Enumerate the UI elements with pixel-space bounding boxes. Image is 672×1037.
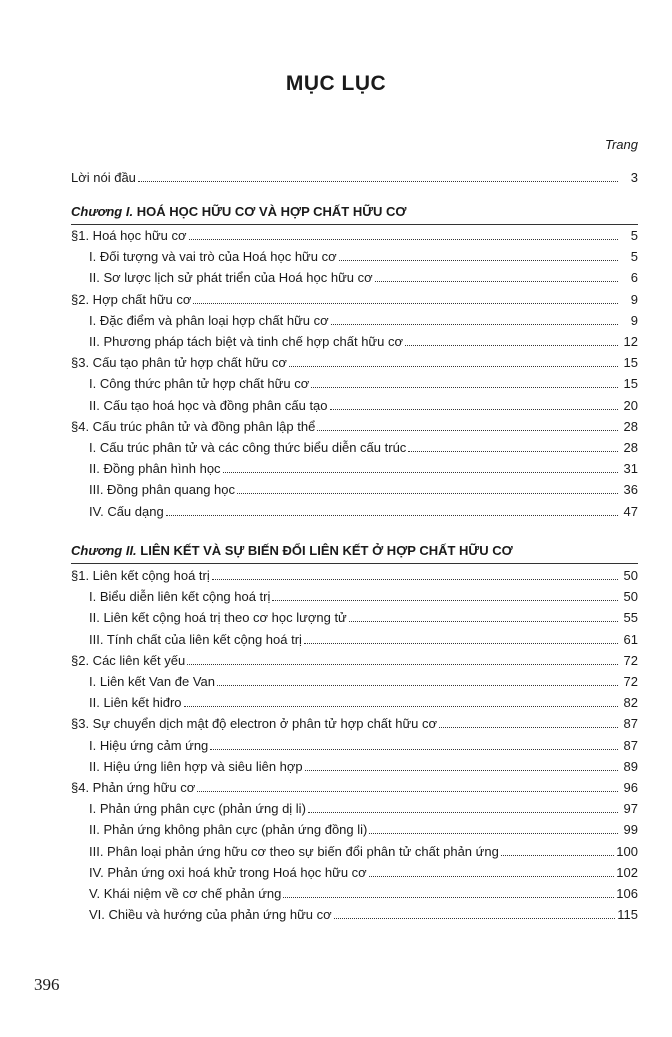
toc-entry-label: I. Biểu diễn liên kết cộng hoá trị [89,589,271,605]
toc-entry[interactable] [89,738,638,754]
leader-dots [166,514,618,516]
leader-dots [369,875,615,877]
toc-entry-page: 97 [623,801,638,817]
leader-dots [193,302,618,304]
leader-dots [305,769,618,771]
leader-dots [349,620,618,622]
toc-entry-label: III. Tính chất của liên kết cộng hoá trị [89,631,302,647]
toc-entry-label: IV. Phản ứng oxi hoá khử trong Hoá học hữu cơ [89,864,367,880]
toc-entry-label: III. Đồng phân quang học [89,482,236,498]
chapter-number: Chương II. [71,543,137,558]
toc-entry-label: II. Hiệu ứng liên hợp và siêu liên hợp [89,758,303,774]
toc-entry-page: 3 [630,170,638,185]
leader-dots [375,280,618,282]
toc-entry-page: 87 [623,737,638,753]
toc-entry-page: 106 [616,886,638,901]
toc-entry-page: 15 [623,376,638,392]
toc-entry-label: I. Phản ứng phân cực (phản ứng dị li) [89,801,306,817]
toc-entry-label: §1. Liên kết cộng hoá trị [71,568,210,583]
toc-entry-label: §2. Các liên kết yếu [71,652,186,668]
toc-entry-page: 50 [623,568,638,583]
toc-entry-label: §3. Cấu tạo phân tử hợp chất hữu cơ [71,355,287,371]
toc-entry-label: II. Phương pháp tách biệt và tinh chế hợp chất hữu cơ [89,334,403,349]
toc-entry[interactable] [89,270,638,286]
toc-entry-page: 89 [623,758,638,774]
toc-entry-label: II. Liên kết hiđro [89,695,182,711]
toc-entry[interactable] [71,355,638,371]
toc-entry-page: 50 [623,589,638,605]
toc-entry-page: 87 [623,716,638,732]
toc-entry-label: II. Liên kết cộng hoá trị theo cơ học lượng tử [89,610,347,626]
toc-entry-page: 72 [623,652,638,668]
leader-dots [439,726,618,728]
toc-entry[interactable] [89,334,638,350]
toc-entry-label: I. Hiệu ứng cảm ứng [89,737,209,753]
leader-dots [237,492,618,494]
leader-dots [330,408,618,410]
leader-dots [189,238,618,240]
toc-entry-page: 6 [630,270,638,286]
toc-entry[interactable] [71,419,638,435]
toc-entry-page: 5 [630,228,638,243]
toc-entry-label: §4. Cấu trúc phân tử và đồng phân lập thể [71,418,316,434]
leader-dots [369,832,618,834]
toc-entry-page: 28 [623,440,638,455]
leader-dots [311,386,618,388]
toc-entry[interactable] [71,292,638,308]
toc-entry[interactable] [89,440,638,456]
toc-entry[interactable] [71,780,638,796]
toc-entry-label: I. Cấu trúc phân tử và các công thức biểu diễn cấu trúc [89,440,407,455]
leader-dots [289,365,618,367]
toc-entry-page: 28 [623,418,638,434]
toc-entry[interactable] [89,504,638,520]
toc-entry[interactable] [89,822,638,838]
chapter-heading-1 [71,204,407,219]
toc-entry-label: IV. Cấu dạng [89,503,164,519]
toc-entry-page: 102 [616,864,638,880]
toc-entry-label: I. Công thức phân tử hợp chất hữu cơ [89,376,310,392]
toc-entry-page: 20 [623,397,638,413]
leader-dots [197,790,618,792]
toc-entry-label: II. Sơ lược lịch sử phát triển của Hoá học hữu cơ [89,270,373,286]
toc-entry-label: I. Đối tượng và vai trò của Hoá học hữu cơ [89,249,337,265]
toc-entry-page: 31 [623,461,638,477]
page-title: MỤC LỤC [285,72,387,95]
page-column-header: Trang [605,137,638,152]
toc-entry-page: 36 [623,482,638,498]
leader-dots [331,323,618,325]
leader-dots [339,259,618,261]
toc-entry[interactable] [89,461,638,477]
leader-dots [405,344,618,346]
toc-entry[interactable] [89,907,638,923]
toc-entry-page: 47 [623,503,638,519]
toc-entry-label: II. Đồng phân hình học [89,461,221,477]
toc-entry-label: §1. Hoá học hữu cơ [71,228,187,243]
leader-dots [304,642,618,644]
leader-dots [138,180,618,182]
toc-entry-label: III. Phân loại phản ứng hữu cơ theo sự biến đổi phân tử chất phản ứng [89,843,499,859]
toc-entry-label: §3. Sự chuyển dịch mật độ electron ở phân tử hợp chất hữu cơ [71,716,438,732]
toc-entry-label: II. Cấu tạo hoá học và đồng phân cấu tạo [89,397,328,413]
toc-entry[interactable] [89,632,638,648]
toc-entry-label: II. Phản ứng không phân cực (phản ứng đồng li) [89,822,368,838]
toc-entry-page: 55 [623,610,638,626]
toc-entry[interactable] [71,568,638,584]
toc-entry[interactable] [89,865,638,881]
toc-entry[interactable] [89,886,638,902]
leader-dots [217,684,618,686]
chapter-title: LIÊN KẾT VÀ SỰ BIẾN ĐỔI LIÊN KẾT Ở HỢP CHẤT HỮU CƠ [140,543,513,558]
leader-dots [501,854,614,856]
toc-entry[interactable] [89,759,638,775]
toc-entry-label: I. Liên kết Van đe Van [89,674,215,689]
toc-entry[interactable] [71,228,638,244]
toc-entry[interactable] [89,589,638,605]
toc-entry-label: §2. Hợp chất hữu cơ [71,291,192,307]
toc-entry-page: 72 [623,674,638,689]
toc-entry-page: 115 [617,907,638,923]
leader-dots [184,705,619,707]
toc-entry-page: 61 [623,631,638,647]
leader-dots [212,578,618,580]
toc-entry[interactable] [89,249,638,265]
toc-entry-label: I. Đặc điểm và phân loại hợp chất hữu cơ [89,312,329,328]
toc-entry-page: 82 [623,695,638,711]
toc-entry-intro[interactable] [71,170,638,186]
leader-dots [283,896,614,898]
toc-entry-page: 100 [616,843,638,859]
toc-entry[interactable] [89,482,638,498]
toc-entry[interactable] [89,844,638,860]
toc-entry[interactable] [89,695,638,711]
toc-entry-page: 96 [623,780,638,795]
toc-entry-page: 5 [630,249,638,265]
leader-dots [187,663,618,665]
toc-entry-label: §4. Phản ứng hữu cơ [71,780,196,795]
footer-page-number: 396 [34,975,60,994]
leader-dots [334,917,616,919]
toc-entry-label: VI. Chiều và hướng của phản ứng hữu cơ [89,907,332,923]
toc-entry[interactable] [71,653,638,669]
toc-entry[interactable] [89,610,638,626]
leader-dots [408,450,618,452]
chapter-title: HOÁ HỌC HỮU CƠ VÀ HỢP CHẤT HỮU CƠ [136,204,407,219]
toc-entry[interactable] [71,716,638,732]
toc-entry-label: Lời nói đầu [71,170,136,185]
leader-dots [210,748,618,750]
toc-entry-page: 99 [623,822,638,838]
leader-dots [317,429,618,431]
toc-entry[interactable] [89,376,638,392]
toc-entry-page: 9 [630,291,638,307]
chapter-number: Chương I. [71,204,134,219]
chapter-rule [71,563,638,564]
leader-dots [272,599,618,601]
toc-entry-page: 9 [630,312,638,328]
chapter-rule [71,224,638,225]
toc-entry[interactable] [89,313,638,329]
chapter-heading-2 [71,543,513,558]
toc-entry[interactable] [89,674,638,690]
toc-entry-page: 12 [623,334,638,349]
toc-entry[interactable] [89,398,638,414]
toc-entry-page: 15 [623,355,638,371]
toc-entry-label: V. Khái niệm về cơ chế phản ứng [89,886,282,901]
toc-entry[interactable] [89,801,638,817]
leader-dots [223,471,618,473]
leader-dots [308,811,618,813]
